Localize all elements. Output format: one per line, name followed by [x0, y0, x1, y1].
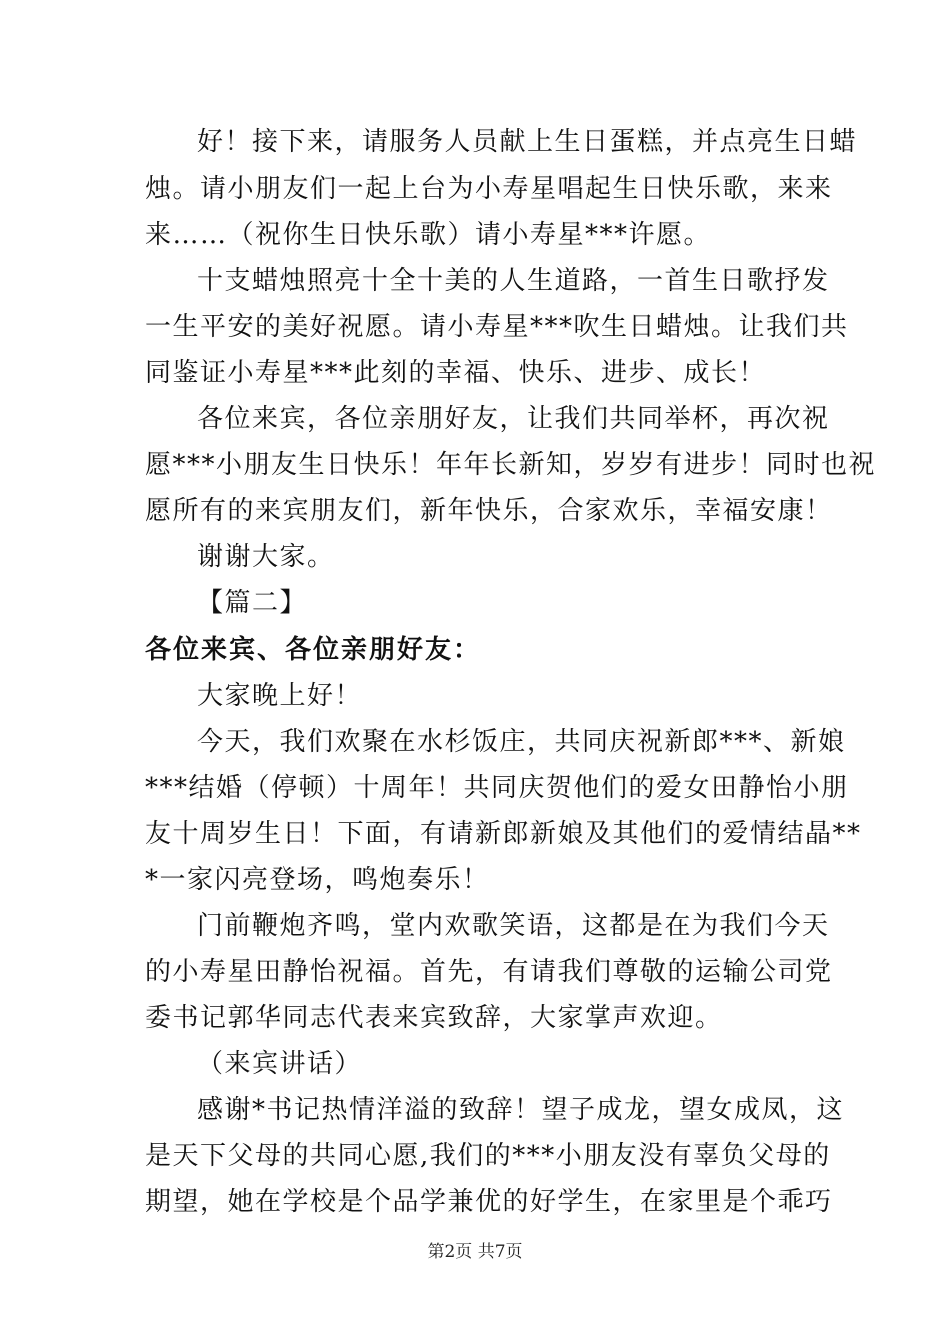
section-marker: 【篇二】 [197, 588, 308, 618]
paragraph-line: 期望，她在学校是个品学兼优的好学生，在家里是个乖巧 [145, 1187, 833, 1217]
paragraph-line: 谢谢大家。 [197, 542, 335, 572]
paragraph-line: （来宾讲话） [197, 1049, 363, 1079]
page-number-footer: 第2页 共7页 [427, 1242, 523, 1262]
paragraph-line: 友十周岁生日！下面，有请新郎新娘及其他们的爱情结晶** [145, 819, 862, 849]
paragraph-line: 好！接下来，请服务人员献上生日蛋糕，并点亮生日蜡 [197, 127, 858, 157]
paragraph-line: 感谢*书记热情洋溢的致辞！望子成龙，望女成凤，这 [197, 1095, 845, 1125]
paragraph-line: 愿所有的来宾朋友们，新年快乐，合家欢乐，幸福安康！ [145, 496, 833, 526]
paragraph-line: 一生平安的美好祝愿。请小寿星***吹生日蜡烛。让我们共 [145, 312, 849, 342]
paragraph-line: 十支蜡烛照亮十全十美的人生道路，一首生日歌抒发 [197, 266, 830, 296]
section-heading: 各位来宾、各位亲朋好友： [145, 635, 482, 665]
paragraph-line: 今天，我们欢聚在水杉饭庄，共同庆祝新郎***、新娘 [197, 727, 846, 757]
paragraph-line: 来……（祝你生日快乐歌）请小寿星***许愿。 [145, 220, 712, 250]
paragraph-line: ***结婚（停顿）十周年！共同庆贺他们的爱女田静怡小朋 [145, 773, 849, 803]
paragraph-line: *一家闪亮登场，鸣炮奏乐！ [145, 865, 490, 895]
paragraph-line: 是天下父母的共同心愿,我们的***小朋友没有辜负父母的 [145, 1141, 831, 1171]
paragraph-line: 门前鞭炮齐鸣，堂内欢歌笑语，这都是在为我们今天 [197, 911, 830, 941]
paragraph-line: 同鉴证小寿星***此刻的幸福、快乐、进步、成长！ [145, 358, 767, 388]
paragraph-line: 各位来宾，各位亲朋好友，让我们共同举杯，再次祝 [197, 404, 830, 434]
paragraph-line: 烛。请小朋友们一起上台为小寿星唱起生日快乐歌，来来 [145, 174, 833, 204]
paragraph-line: 的小寿星田静怡祝福。首先，有请我们尊敬的运输公司党 [145, 957, 833, 987]
paragraph-line: 愿***小朋友生日快乐！年年长新知，岁岁有进步！同时也祝 [145, 450, 877, 480]
paragraph-line: 大家晚上好！ [197, 681, 363, 711]
paragraph-line: 委书记郭华同志代表来宾致辞，大家掌声欢迎。 [145, 1003, 723, 1033]
